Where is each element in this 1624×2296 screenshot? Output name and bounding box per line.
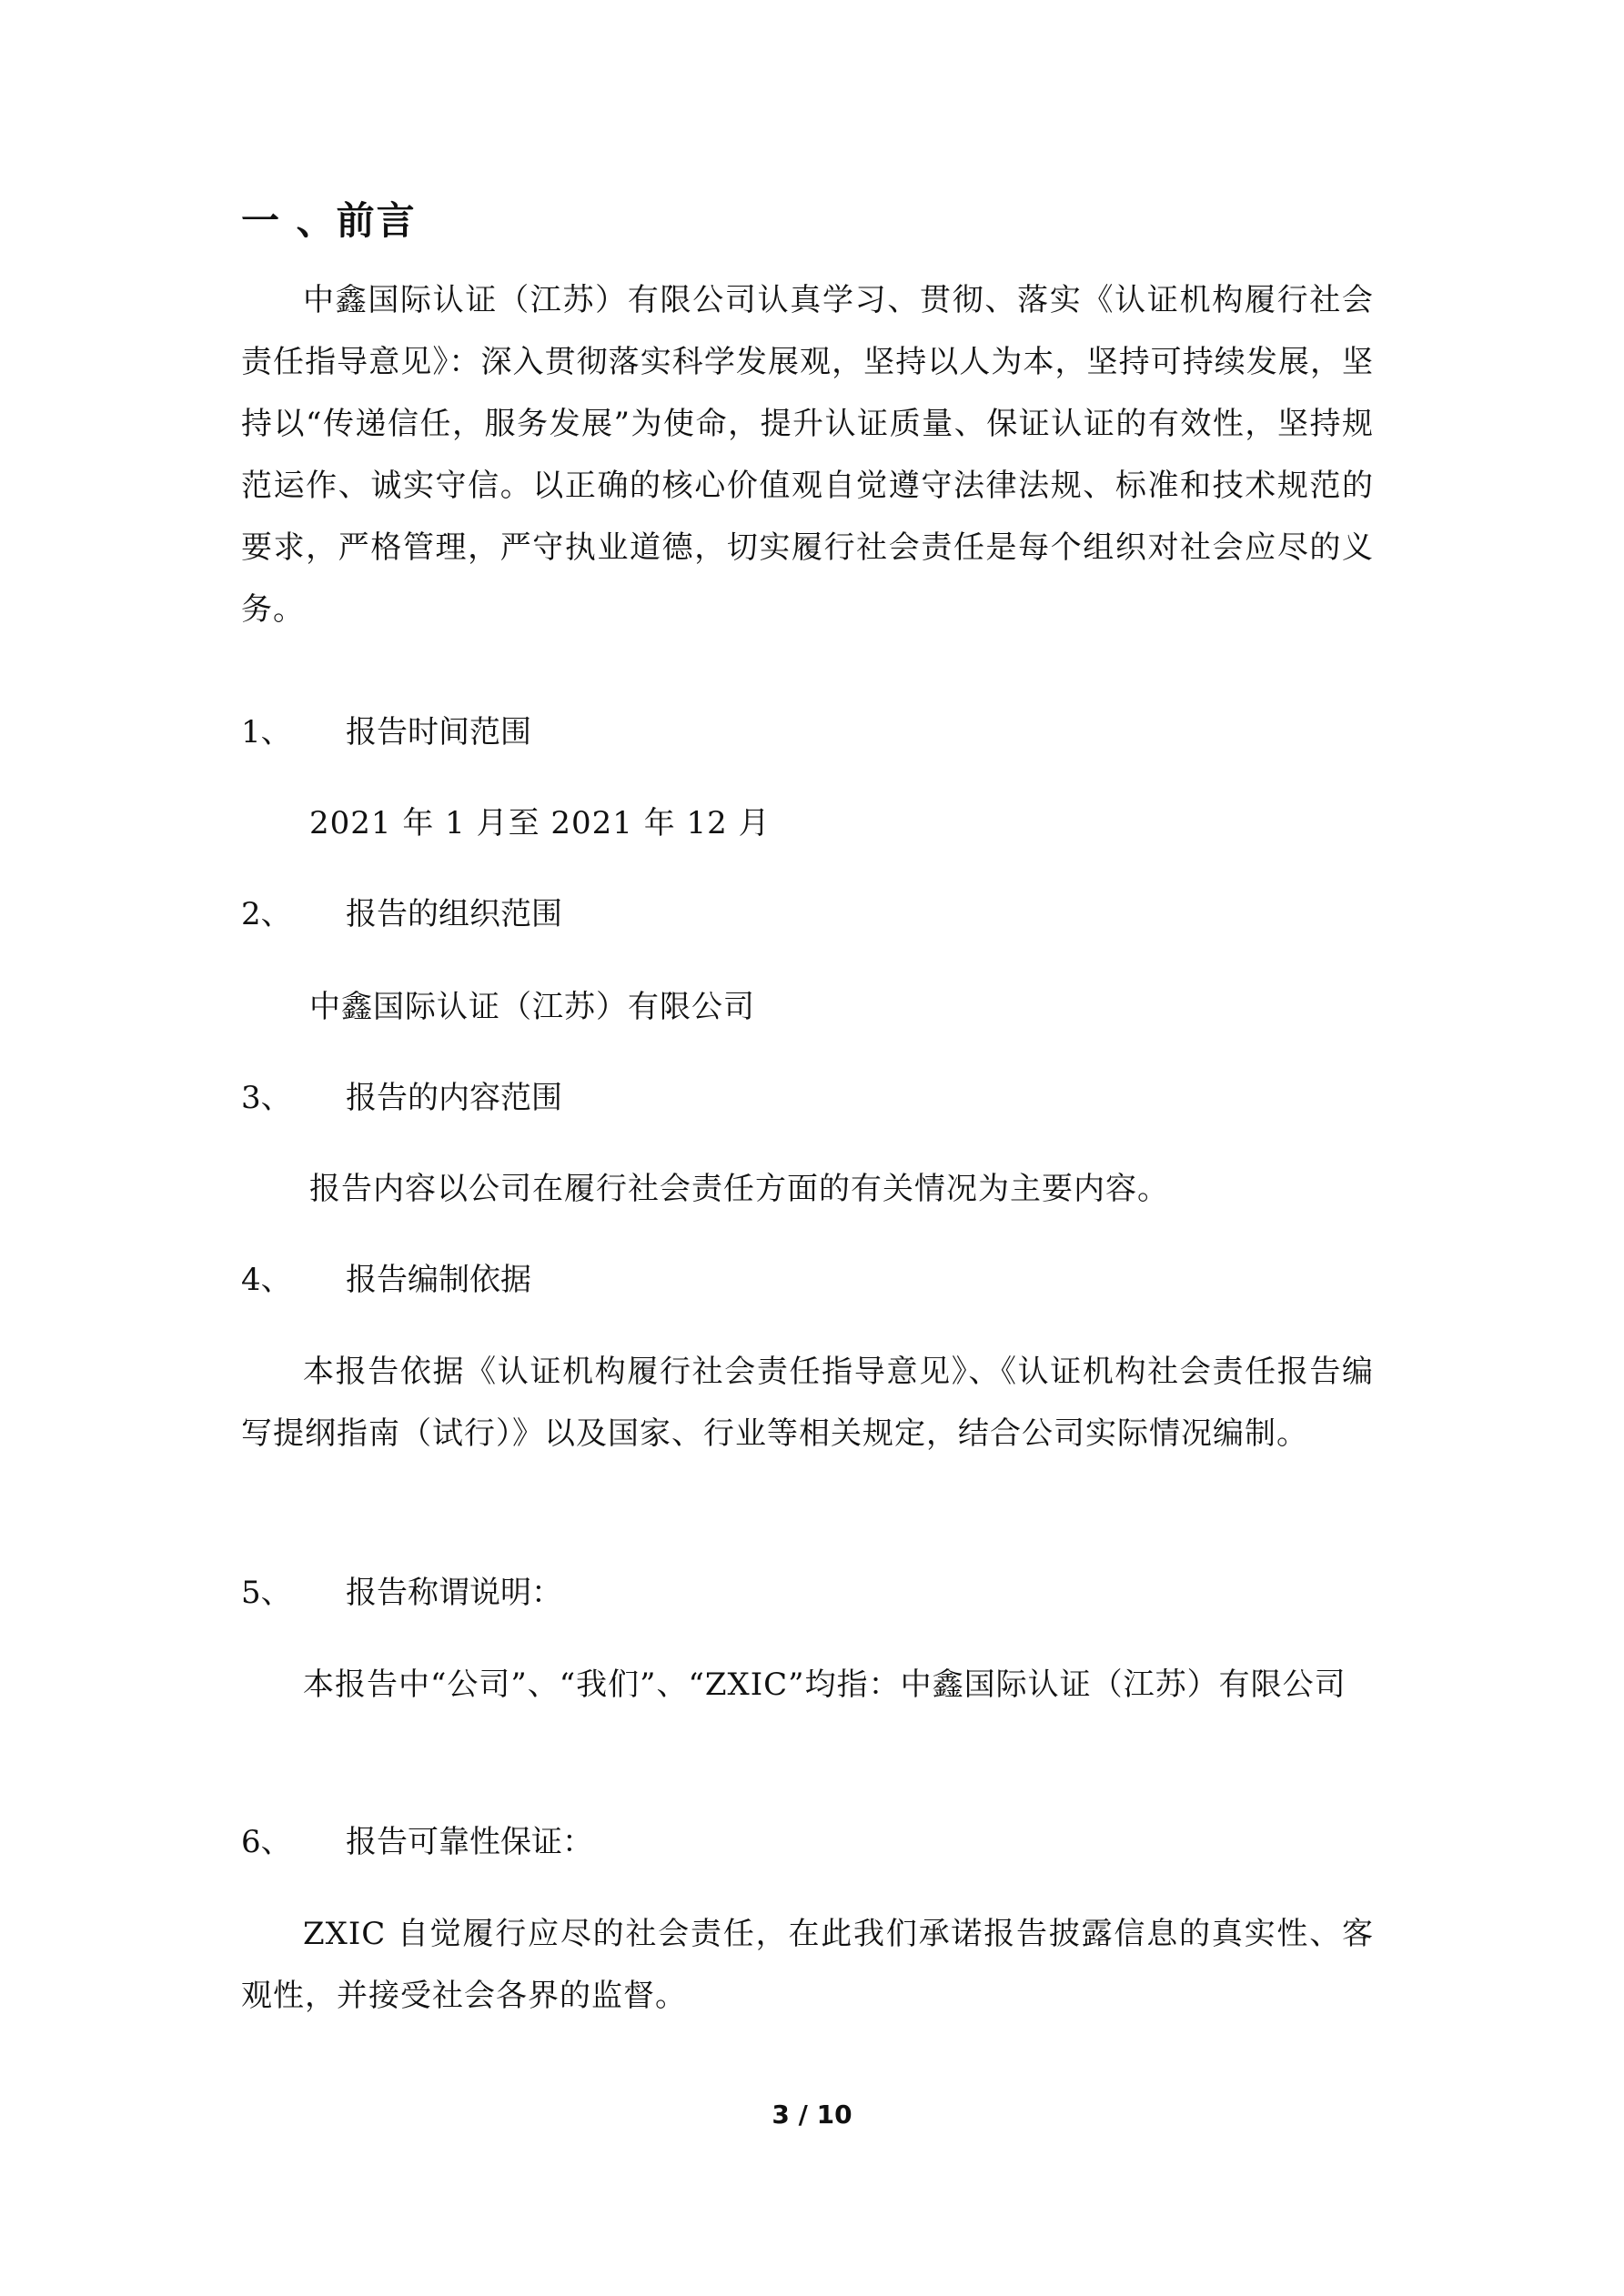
section-1-title [241,710,531,755]
section-6-number: 6、 [241,1824,292,1860]
section-3-number: 3、 [241,1080,292,1116]
section-2-title [241,891,562,937]
section-3-title [241,1075,562,1121]
page-number: 3 / 10 [772,2100,852,2130]
section-1-number: 1、 [241,714,292,750]
section-2-number: 2、 [241,896,292,932]
section-6-label: 报告可靠性保证： [346,1824,593,1860]
section-1-content: 2021 年 1 月至 2021 年 12 月 [309,805,771,841]
section-4-title [241,1257,531,1303]
section-4-number: 4、 [241,1262,292,1298]
section-1-label: 报告时间范围 [346,714,531,750]
section-6-content: ZXIC 自觉履行应尽的社会责任，在此我们承诺报告披露信息的真实性、客观性，并接受社会各界的监督。 [241,1916,1374,2014]
section-2-content: 中鑫国际认证（江苏）有限公司 [309,989,755,1025]
section-3-content: 报告内容以公司在履行社会责任方面的有关情况为主要内容。 [309,1171,1169,1207]
section-6-title [241,1819,593,1865]
section-4-label: 报告编制依据 [346,1262,531,1298]
intro-paragraph: 中鑫国际认证（江苏）有限公司认真学习、贯彻、落实《认证机构履行社会责任指导意见》：深入贯彻落实科学发展观，坚持以人为本，坚持可持续发展，坚持以“传递信任，服务发展”为使命，提升认证质量、保证认证的有效性，坚持规范运作、诚实守信。以正确的核心价值观自觉遵守法律法规、标准和技术规范的要求，严格管理，严守执业道德，切实履行社会责任是每个组织对社会应尽的义务。 [241,282,1374,628]
section-3-label: 报告的内容范围 [346,1080,562,1116]
section-4-content: 本报告依据《认证机构履行社会责任指导意见》、《认证机构社会责任报告编写提纲指南（试行）》以及国家、行业等相关规定，结合公司实际情况编制。 [241,1354,1374,1452]
section-heading: 一 、前言 [241,198,417,243]
section-5-content: 本报告中“公司”、“我们”、“ZXIC”均指：中鑫国际认证（江苏）有限公司 [303,1667,1347,1703]
section-5-number: 5、 [241,1575,292,1611]
section-5-label: 报告称谓说明： [346,1575,562,1611]
section-2-label: 报告的组织范围 [346,896,562,932]
section-5-title [241,1570,562,1616]
